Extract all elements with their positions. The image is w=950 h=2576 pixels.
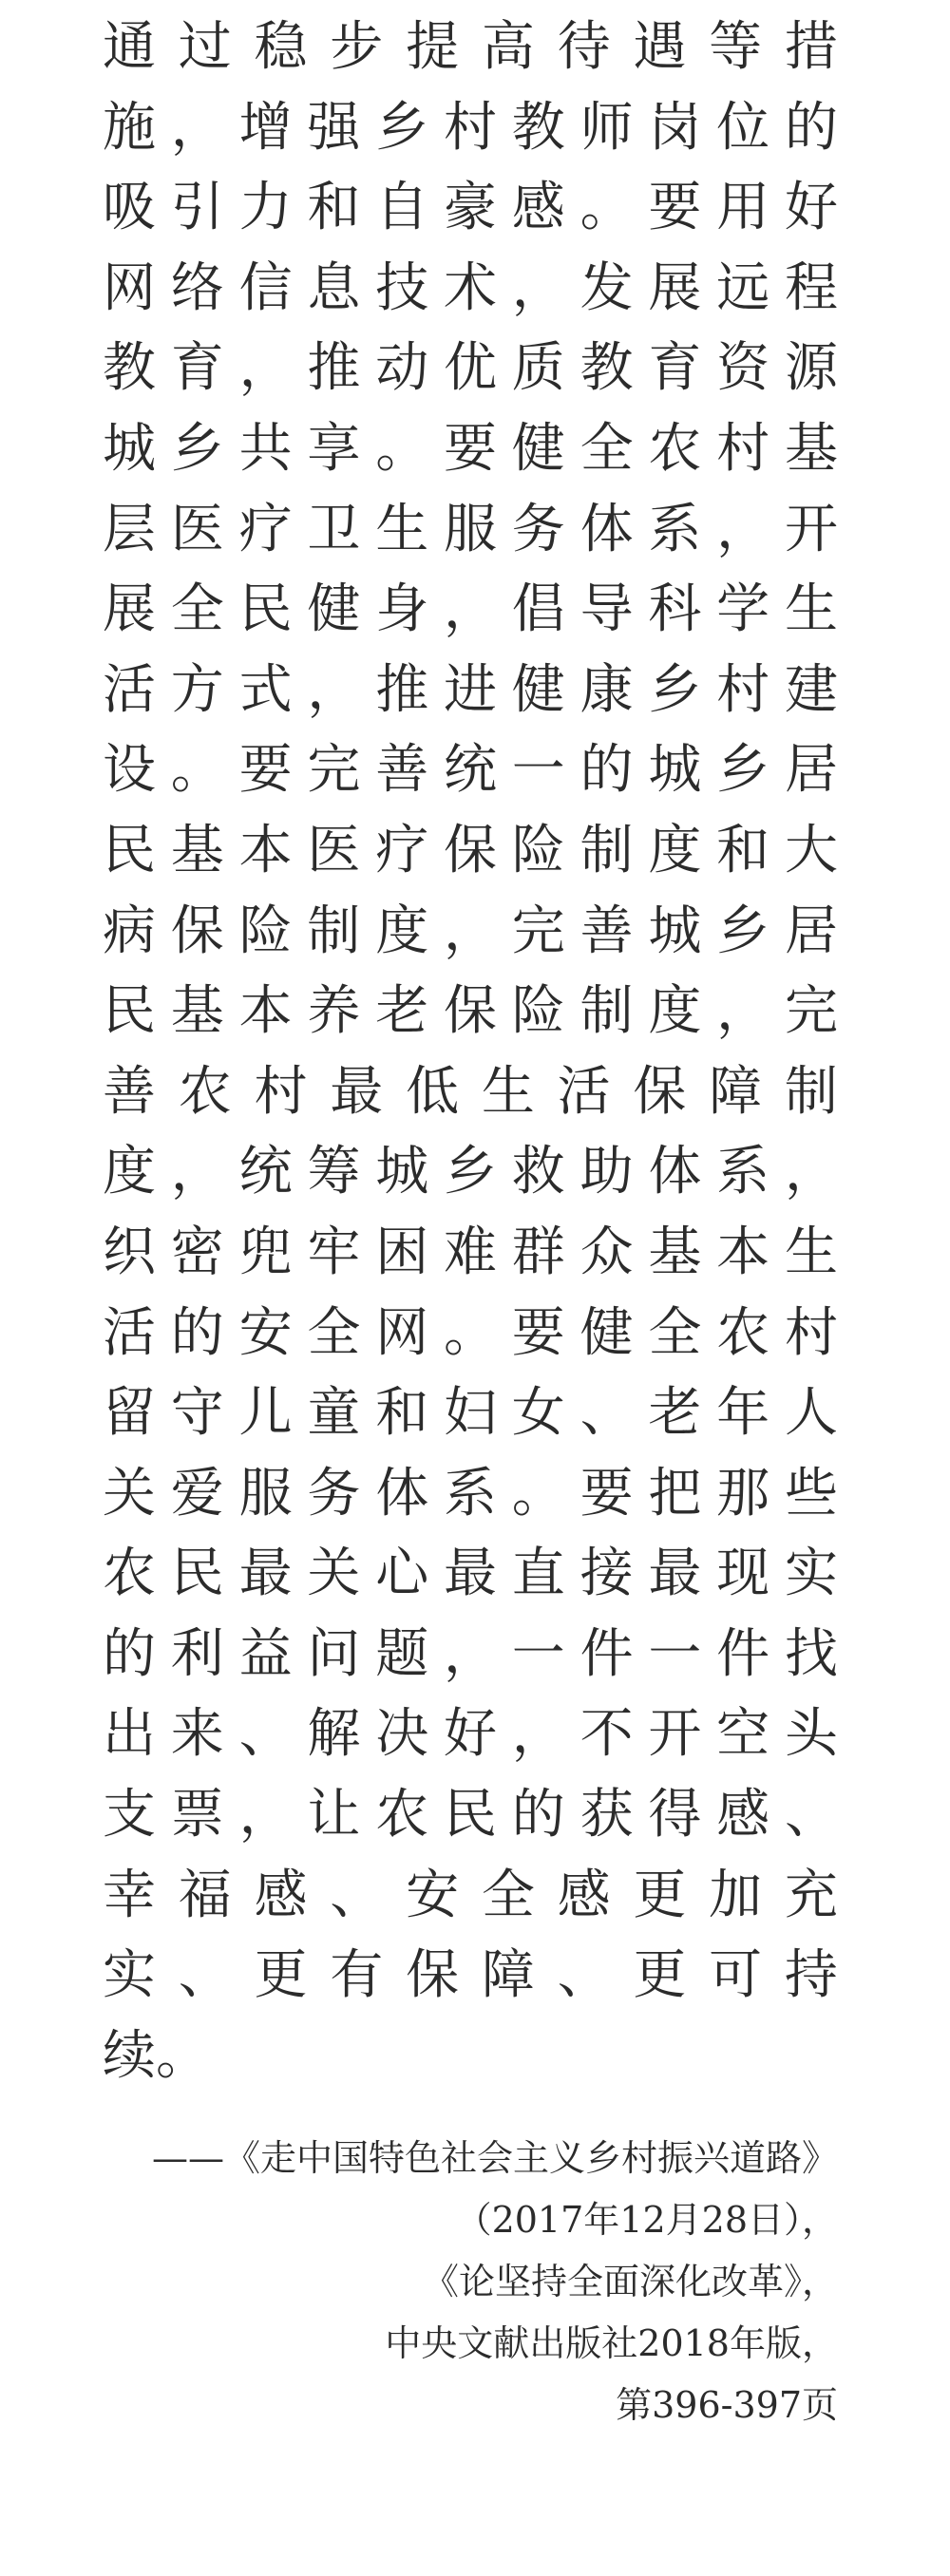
text-line: 施 ， 增 强 乡 村 教 师 岗 位 的: [103, 96, 838, 159]
source-pages: 第396-397页: [616, 2384, 838, 2426]
text-line: 织 密 兜 牢 困 难 群 众 基 本 生: [103, 1221, 838, 1283]
text-line: 民 基 本 医 疗 保 险 制 度 和 大: [103, 819, 838, 881]
text-line: 善 农 村 最 低 生 活 保 障 制: [103, 1060, 838, 1123]
source-title: ——《走中国特色社会主义乡村振兴道路》: [151, 2137, 838, 2179]
text-line: 出 来 、 解 决 好 ， 不 开 空 头: [103, 1703, 838, 1766]
text-line: 病 保 险 制 度 ， 完 善 城 乡 居: [103, 900, 838, 962]
text-line: 支 票 ， 让 农 民 的 获 得 感 、: [103, 1784, 838, 1847]
text-line: 教 育 ， 推 动 优 质 教 育 资 源: [103, 337, 838, 400]
source-attribution: [152, 2128, 838, 2436]
text-line: 农 民 最 关 心 最 直 接 最 现 实: [103, 1543, 838, 1605]
text-line: 设 。 要 完 善 统 一 的 城 乡 居: [103, 739, 838, 802]
text-line: 留 守 儿 童 和 妇 女 、 老 年 人: [103, 1382, 838, 1445]
text-line: 通 过 稳 步 提 高 待 遇 等 措: [103, 16, 838, 78]
body-text: [103, 8, 838, 2096]
text-line: 民 基 本 养 老 保 险 制 度 ， 完: [103, 980, 838, 1043]
text-line: 度 ， 统 筹 城 乡 救 助 体 系 ，: [103, 1141, 838, 1203]
text-line: 城 乡 共 享 。 要 健 全 农 村 基: [103, 417, 838, 480]
source-publisher: 中央文献出版社2018年版，: [385, 2322, 838, 2364]
text-line: 的 利 益 问 题 ， 一 件 一 件 找: [103, 1622, 838, 1685]
text-line: 层 医 疗 卫 生 服 务 体 系 ， 开: [103, 498, 838, 560]
text-line: 幸 福 感 、 安 全 感 更 加 充: [103, 1864, 838, 1926]
text-line: 实 、 更 有 保 障 、 更 可 持: [103, 1944, 838, 2007]
source-date: （2017年12月28日），: [455, 2199, 838, 2241]
text-line: 关 爱 服 务 体 系 。 要 把 那 些: [103, 1462, 838, 1525]
text-line: 活 的 安 全 网 。 要 健 全 农 村: [103, 1301, 838, 1364]
text-line: 展 全 民 健 身 ， 倡 导 科 学 生: [103, 578, 838, 641]
text-line: 续 。: [103, 2024, 209, 2087]
text-line: 吸 引 力 和 自 豪 感 。 要 用 好: [103, 177, 838, 239]
text-line: 网 络 信 息 技 术 ， 发 展 远 程: [103, 256, 838, 319]
source-book: 《论坚持全面深化改革》，: [422, 2261, 838, 2302]
text-line: 活 方 式 ， 推 进 健 康 乡 村 建: [103, 658, 838, 721]
